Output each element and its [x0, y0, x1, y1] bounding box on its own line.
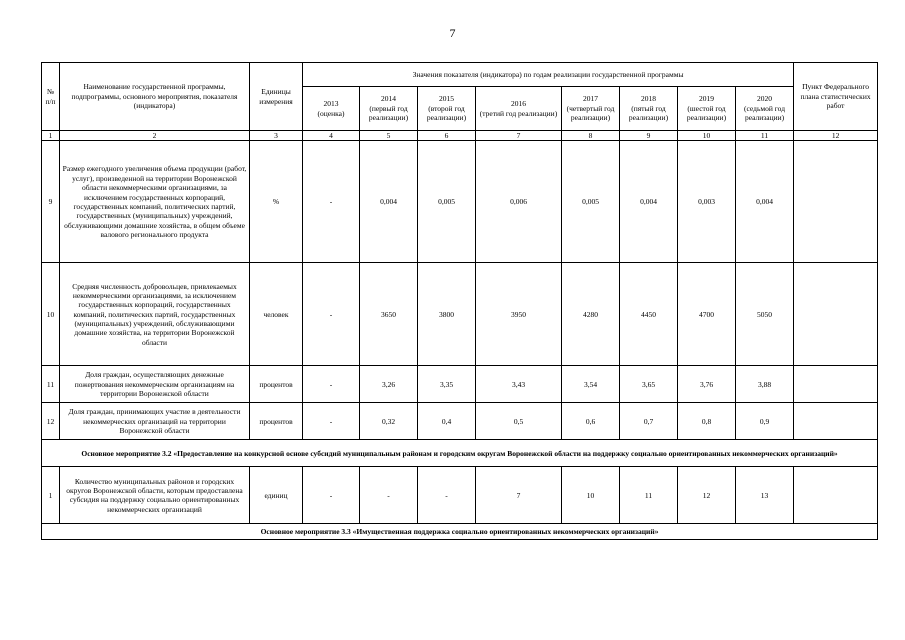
row-num: 9: [42, 141, 60, 263]
row-value: 0,32: [360, 403, 418, 440]
row-unit: единиц: [250, 467, 303, 524]
row-name: Количество муниципальных районов и городских округов Воронежской области, которым предоставлена субсидия на поддержку социально ориентированных некоммерческих организаций: [60, 467, 250, 524]
header-unit: Единицы измерения: [250, 63, 303, 131]
row-value: 0,004: [736, 141, 794, 263]
row-value: 10: [562, 467, 620, 524]
column-number: 8: [562, 131, 620, 141]
row-num: 10: [42, 263, 60, 366]
column-number: 1: [42, 131, 60, 141]
row-fed-plan: [794, 263, 878, 366]
section-heading-3-3: Основное мероприятие 3.3 «Имущественная поддержка социально ориентированных некоммерческих организаций»: [42, 524, 878, 540]
row-unit: процентов: [250, 366, 303, 403]
column-number: 5: [360, 131, 418, 141]
row-value: 4280: [562, 263, 620, 366]
row-value: 13: [736, 467, 794, 524]
header-year-2020: 2020 (седьмой год реализации): [736, 87, 794, 131]
row-value: 11: [620, 467, 678, 524]
row-name: Доля граждан, принимающих участие в деятельности некоммерческих организаций на территории Воронежской области: [60, 403, 250, 440]
row-value: 0,004: [360, 141, 418, 263]
column-number: 11: [736, 131, 794, 141]
table-row: [42, 366, 878, 403]
row-value: 3,35: [418, 366, 476, 403]
row-value: 4450: [620, 263, 678, 366]
header-year-2017: 2017 (четвертый год реализации): [562, 87, 620, 131]
column-number: 4: [303, 131, 360, 141]
column-number: 7: [476, 131, 562, 141]
row-value: 3650: [360, 263, 418, 366]
row-value: 0,004: [620, 141, 678, 263]
row-value: 0,5: [476, 403, 562, 440]
row-unit: процентов: [250, 403, 303, 440]
row-value: -: [303, 141, 360, 263]
row-value: 0,003: [678, 141, 736, 263]
table-row: [42, 141, 878, 263]
table-row: [42, 403, 878, 440]
column-number-row: [42, 131, 878, 141]
row-value: 3,54: [562, 366, 620, 403]
row-fed-plan: [794, 141, 878, 263]
row-value: -: [303, 366, 360, 403]
row-value: 0,8: [678, 403, 736, 440]
column-number: 10: [678, 131, 736, 141]
row-value: 0,4: [418, 403, 476, 440]
row-name: Доля граждан, осуществляющих денежные пожертвования некоммерческим организациям на территории Воронежской области: [60, 366, 250, 403]
table-row: [42, 263, 878, 366]
section-row: [42, 524, 878, 540]
header-year-2016: 2016 (третий год реализации): [476, 87, 562, 131]
row-unit: человек: [250, 263, 303, 366]
row-value: -: [303, 467, 360, 524]
row-value: 3,43: [476, 366, 562, 403]
row-value: 12: [678, 467, 736, 524]
row-value: -: [418, 467, 476, 524]
row-value: 3800: [418, 263, 476, 366]
row-value: 3,76: [678, 366, 736, 403]
header-year-2018: 2018 (пятый год реализации): [620, 87, 678, 131]
header-year-2014: 2014 (первый год реализации): [360, 87, 418, 131]
header-values-group: Значения показателя (индикатора) по годам реализации государственной программы: [303, 63, 794, 87]
section-row: [42, 440, 878, 467]
row-value: 0,005: [562, 141, 620, 263]
row-value: 5050: [736, 263, 794, 366]
row-num: 12: [42, 403, 60, 440]
row-value: -: [303, 263, 360, 366]
row-name: Средняя численность добровольцев, привлекаемых некоммерческими организациями, за исключением государственных корпораций, государственных компаний, политических партий, государственных (муниципальных) учреждений, обслуживающими домашние хозяйства, на территории Воронежской области: [60, 263, 250, 366]
header-year-2019: 2019 (шестой год реализации): [678, 87, 736, 131]
column-number: 6: [418, 131, 476, 141]
row-value: 3950: [476, 263, 562, 366]
column-number: 3: [250, 131, 303, 141]
column-number: 12: [794, 131, 878, 141]
row-value: 4700: [678, 263, 736, 366]
header-fed-plan: Пункт Федерального плана статистических работ: [794, 63, 878, 131]
row-value: 3,65: [620, 366, 678, 403]
header-row-top: [42, 63, 878, 87]
header-year-2013: 2013 (оценка): [303, 87, 360, 131]
row-num: 11: [42, 366, 60, 403]
row-value: 0,006: [476, 141, 562, 263]
header-year-2015: 2015 (второй год реализации): [418, 87, 476, 131]
page-number: 7: [449, 26, 456, 40]
row-fed-plan: [794, 467, 878, 524]
indicators-table: [41, 62, 878, 540]
row-value: -: [360, 467, 418, 524]
column-number: 2: [60, 131, 250, 141]
row-value: 3,88: [736, 366, 794, 403]
row-value: 0,005: [418, 141, 476, 263]
row-fed-plan: [794, 366, 878, 403]
table-row: [42, 467, 878, 524]
header-num: № п/п: [42, 63, 60, 131]
row-unit: %: [250, 141, 303, 263]
row-num: 1: [42, 467, 60, 524]
row-fed-plan: [794, 403, 878, 440]
row-value: 0,9: [736, 403, 794, 440]
row-value: 7: [476, 467, 562, 524]
row-name: Размер ежегодного увеличения объема продукции (работ, услуг), произведенной на территории Воронежской области некоммерческими организациями, за исключением государственных корпораций, государственных компаний, политических партий, государственных (муниципальных) учреждений, обслуживающими домашние хозяйства, в общем объеме валового регионального продукта: [60, 141, 250, 263]
row-value: 3,26: [360, 366, 418, 403]
row-value: -: [303, 403, 360, 440]
header-name: Наименование государственной программы, подпрограммы, основного мероприятия, показателя (индикатора): [60, 63, 250, 131]
column-number: 9: [620, 131, 678, 141]
row-value: 0,6: [562, 403, 620, 440]
row-value: 0,7: [620, 403, 678, 440]
section-heading-3-2: Основное мероприятие 3.2 «Предоставление на конкурсной основе субсидий муниципальным районам и городским округам Воронежской области на поддержку социально ориентированных некоммерческих организаций»: [42, 440, 878, 467]
